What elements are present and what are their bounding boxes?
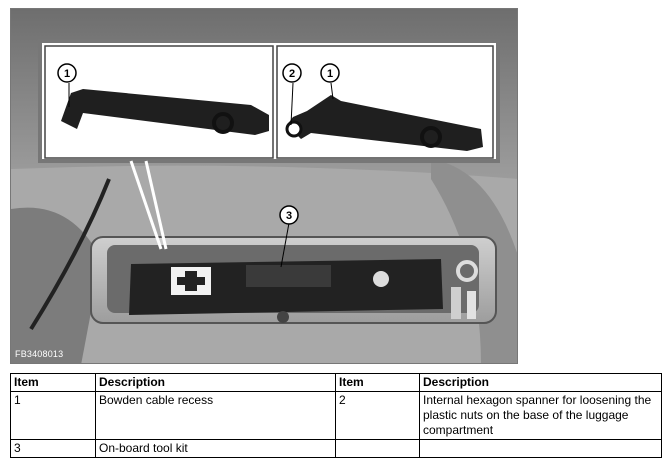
callout-1-left: 1 bbox=[63, 68, 71, 80]
table-cell: Bowden cable recess bbox=[96, 392, 336, 440]
table-cell bbox=[336, 440, 420, 458]
callout-2: 2 bbox=[288, 68, 296, 80]
table-row bbox=[11, 440, 662, 458]
figure-photo bbox=[10, 8, 518, 364]
callout-3: 3 bbox=[285, 210, 293, 222]
figure-id: FB3408013 bbox=[15, 349, 64, 359]
header-item: Item bbox=[336, 374, 420, 392]
header-item: Item bbox=[11, 374, 96, 392]
table-cell: Internal hexagon spanner for loosening the plastic nuts on the base of the luggage compartment bbox=[420, 392, 662, 440]
table-cell: On-board tool kit bbox=[96, 440, 336, 458]
table-cell: 2 bbox=[336, 392, 420, 440]
table-cell: 1 bbox=[11, 392, 96, 440]
table-header-row bbox=[11, 374, 662, 392]
table-cell bbox=[420, 440, 662, 458]
header-description: Description bbox=[96, 374, 336, 392]
luggage-compartment-illustration bbox=[11, 9, 518, 364]
table-row bbox=[11, 392, 662, 440]
table-cell: 3 bbox=[11, 440, 96, 458]
items-table bbox=[10, 373, 662, 458]
callout-1-right: 1 bbox=[326, 68, 334, 80]
header-description: Description bbox=[420, 374, 662, 392]
